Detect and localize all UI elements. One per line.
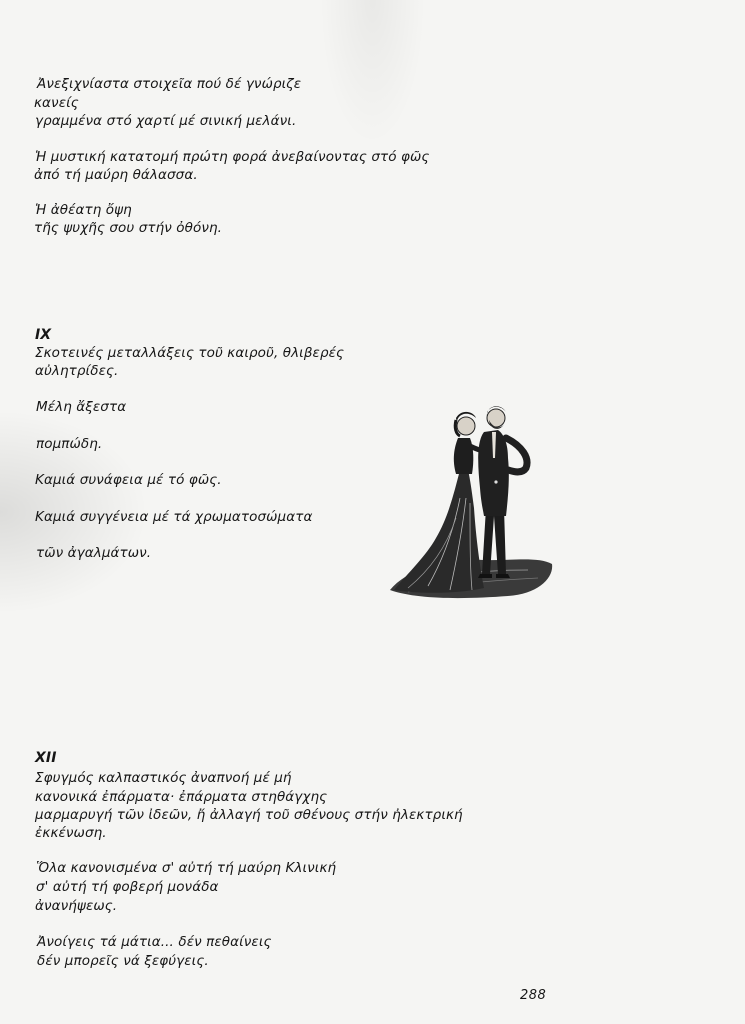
section12-line8: Ἀνοίγεις τά μάτια... δέν πεθαίνεις <box>37 934 272 950</box>
stanza1-line3: γραμμένα στό χαρτί μέ σινική μελάνι. <box>35 113 297 129</box>
stanza1-line2: κανείς <box>34 95 79 111</box>
stanza1-line4: Ἡ μυστική κατατομή πρώτη φορά ἀνεβαίνοντας στό φῶς <box>35 149 430 165</box>
stanza1-line6: Ἡ ἀθέατη ὄψη <box>35 202 132 218</box>
section9-line3: Μέλη ἄξεστα <box>36 399 127 415</box>
section9-line6: Καμιά συγγένεια μέ τά χρωματοσώματα <box>35 509 313 525</box>
section12-line9: δέν μπορεῖς νά ξεφύγεις. <box>37 953 209 969</box>
section12-line4: ἐκκένωση. <box>35 825 107 841</box>
section12-line1: Σφυγμός καλπαστικός ἀναπνοή μέ μή <box>35 770 292 786</box>
section12-line6: σ' αὐτή τή φοβερή μονάδα <box>36 879 219 895</box>
section12-line5: Ὅλα κανονισμένα σ' αὐτή τή μαύρη Κλινική <box>36 860 337 876</box>
section9-line7: τῶν ἀγαλμάτων. <box>36 545 152 561</box>
stanza1-line5: ἀπό τή μαύρη θάλασσα. <box>34 167 198 183</box>
section9-line2: αὐλητρίδες. <box>35 363 119 379</box>
section12-line7: ἀνανήψεως. <box>35 898 118 914</box>
section9-line4: πομπώδη. <box>36 436 103 452</box>
section9-line5: Καμιά συνάφεια μέ τό φῶς. <box>35 472 222 488</box>
section12-line3: μαρμαρυγή τῶν ἰδεῶν, ἤ ἀλλαγή τοῦ σθένους στήν ἠλεκτρική <box>35 807 463 823</box>
stanza1-line7: τῆς ψυχῆς σου στήν ὀθόνη. <box>34 220 223 236</box>
section12-heading: XII <box>35 750 57 766</box>
stanza1-line1: Ἀνεξιχνίαστα στοιχεῖα πού δέ γνώριζε <box>37 76 302 92</box>
section9-line1: Σκοτεινές μεταλλάξεις τοῦ καιροῦ, θλιβερές <box>35 345 345 361</box>
victorian-couple-engraving-icon <box>388 398 554 602</box>
page-number: 288 <box>520 988 547 1003</box>
section12-line2: κανονικά ἐπάρματα· ἐπάρματα στηθάγχης <box>35 789 328 805</box>
section9-heading: IX <box>35 327 52 343</box>
